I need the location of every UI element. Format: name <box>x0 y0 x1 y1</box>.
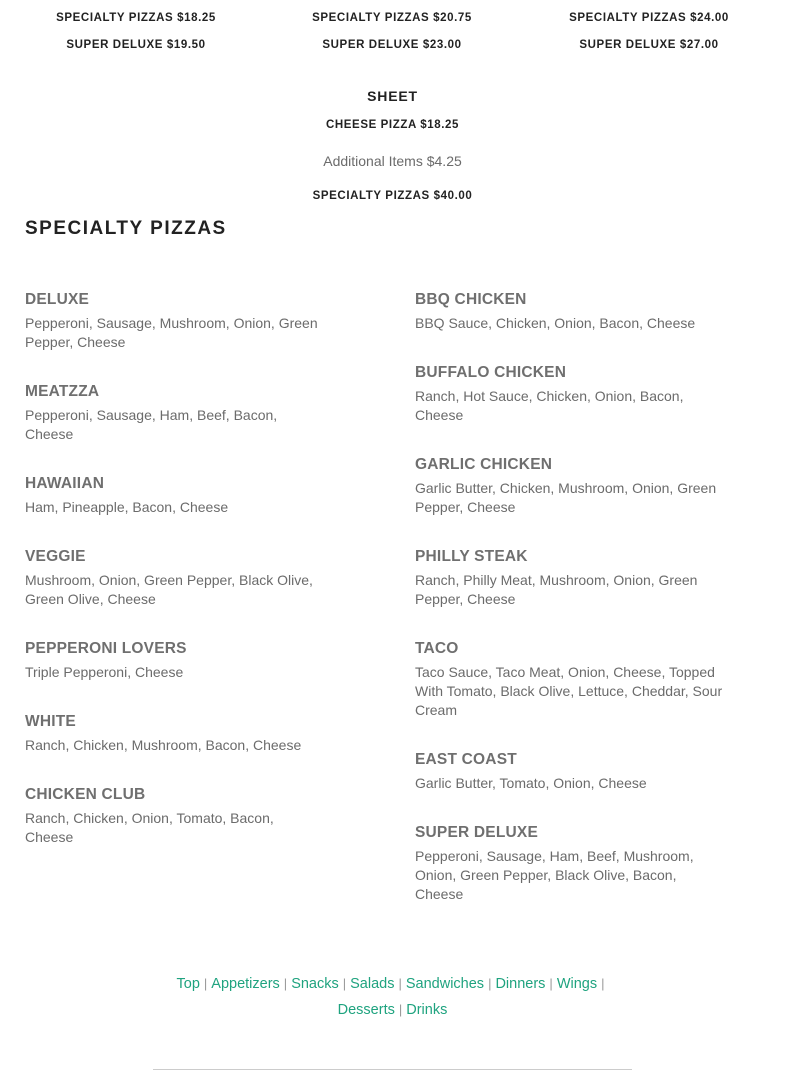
menu-item-name: HAWAIIAN <box>25 475 105 492</box>
menu-item-name: PHILLY STEAK <box>415 548 528 565</box>
menu-item-name: GARLIC CHICKEN <box>415 456 553 473</box>
nav-link-top[interactable]: Top <box>176 976 200 992</box>
nav-link-appetizers[interactable]: Appetizers <box>211 976 280 992</box>
price-specialty-col2: SPECIALTY PIZZAS $20.75 <box>312 12 472 24</box>
menu-item-name: BUFFALO CHICKEN <box>415 364 567 381</box>
price-super-deluxe-col3: SUPER DELUXE $27.00 <box>579 39 719 51</box>
menu-item-name: EAST COAST <box>415 751 517 768</box>
nav-link-salads[interactable]: Salads <box>350 976 395 992</box>
menu-item-pepperoni-lovers <box>25 639 325 682</box>
nav-separator: | <box>283 976 288 991</box>
menu-item-desc: Ranch, Hot Sauce, Chicken, Onion, Bacon, Cheese <box>415 388 684 423</box>
nav-separator: | <box>203 976 208 991</box>
section-title: SPECIALTY PIZZAS <box>25 218 227 239</box>
sheet-title: SHEET <box>367 88 418 104</box>
nav-separator: | <box>549 976 553 991</box>
nav-link-desserts[interactable]: Desserts <box>337 1002 395 1018</box>
menu-item-meatzza <box>25 382 325 444</box>
menu-item-name: BBQ CHICKEN <box>415 291 527 308</box>
menu-item-bbq-chicken <box>415 290 725 333</box>
nav-link-wings[interactable]: Wings <box>556 976 598 992</box>
price-super-deluxe-col1: SUPER DELUXE $19.50 <box>66 39 206 51</box>
sheet-cheese-price: CHEESE PIZZA $18.25 <box>325 119 460 131</box>
nav-separator: | <box>398 976 402 991</box>
menu-item-desc: Pepperoni, Sausage, Ham, Beef, Bacon, Cheese <box>25 407 278 442</box>
menu-item-philly-steak <box>415 547 725 609</box>
menu-item-desc: Pepperoni, Sausage, Mushroom, Onion, Green Pepper, Cheese <box>25 315 318 350</box>
nav-link-sandwiches[interactable]: Sandwiches <box>405 976 485 992</box>
price-super-deluxe-col2: SUPER DELUXE $23.00 <box>322 39 462 51</box>
menu-item-garlic-chicken <box>415 455 725 517</box>
menu-item-desc: BBQ Sauce, Chicken, Onion, Bacon, Cheese <box>415 315 696 331</box>
menu-item-white <box>25 712 325 755</box>
menu-item-hawaiian <box>25 474 325 517</box>
menu-item-name: WHITE <box>25 713 76 730</box>
menu-item-name: SUPER DELUXE <box>415 824 538 841</box>
menu-item-desc: Ham, Pineapple, Bacon, Cheese <box>25 499 229 515</box>
nav-separator: | <box>398 1002 403 1017</box>
footer-divider <box>153 1069 632 1070</box>
menu-item-buffalo-chicken <box>415 363 725 425</box>
menu-item-desc: Pepperoni, Sausage, Ham, Beef, Mushroom, Onion, Green Pepper, Black Olive, Bacon, Cheese <box>415 848 694 902</box>
menu-item-taco <box>415 639 725 720</box>
menu-item-east-coast <box>415 750 725 793</box>
menu-item-desc: Triple Pepperoni, Cheese <box>25 664 184 680</box>
menu-item-desc: Ranch, Chicken, Onion, Tomato, Bacon, Cheese <box>25 810 274 845</box>
nav-link-snacks[interactable]: Snacks <box>291 976 339 992</box>
menu-item-desc: Ranch, Philly Meat, Mushroom, Onion, Green Pepper, Cheese <box>415 572 698 607</box>
footer-nav <box>150 971 635 1023</box>
menu-item-desc: Garlic Butter, Chicken, Mushroom, Onion, Green Pepper, Cheese <box>415 480 717 515</box>
menu-item-desc: Ranch, Chicken, Mushroom, Bacon, Cheese <box>25 737 302 753</box>
menu-item-name: DELUXE <box>25 291 90 308</box>
price-specialty-col1: SPECIALTY PIZZAS $18.25 <box>56 12 216 24</box>
sheet-specialty-price: SPECIALTY PIZZAS $40.00 <box>312 190 473 202</box>
nav-link-drinks[interactable]: Drinks <box>406 1002 448 1018</box>
nav-separator: | <box>342 976 347 991</box>
menu-item-desc: Garlic Butter, Tomato, Onion, Cheese <box>415 775 647 791</box>
menu-item-name: TACO <box>415 640 459 657</box>
menu-item-deluxe <box>25 290 325 352</box>
menu-item-desc: Mushroom, Onion, Green Pepper, Black Olive, Green Olive, Cheese <box>25 572 313 607</box>
menu-item-name: PEPPERONI LOVERS <box>25 640 187 657</box>
nav-link-dinners[interactable]: Dinners <box>495 976 546 992</box>
menu-item-chicken-club <box>25 785 325 847</box>
menu-item-super-deluxe <box>415 823 725 904</box>
nav-separator: | <box>488 976 492 991</box>
menu-item-veggie <box>25 547 325 609</box>
menu-item-name: CHICKEN CLUB <box>25 786 146 803</box>
price-specialty-col3: SPECIALTY PIZZAS $24.00 <box>569 12 729 24</box>
menu-item-name: MEATZZA <box>25 383 100 400</box>
sheet-additional-items: Additional Items $4.25 <box>323 153 462 169</box>
menu-item-name: VEGGIE <box>25 548 86 565</box>
nav-separator: | <box>601 976 605 991</box>
menu-item-desc: Taco Sauce, Taco Meat, Onion, Cheese, Topped With Tomato, Black Olive, Lettuce, Cheddar, Sour Cream <box>415 664 723 718</box>
